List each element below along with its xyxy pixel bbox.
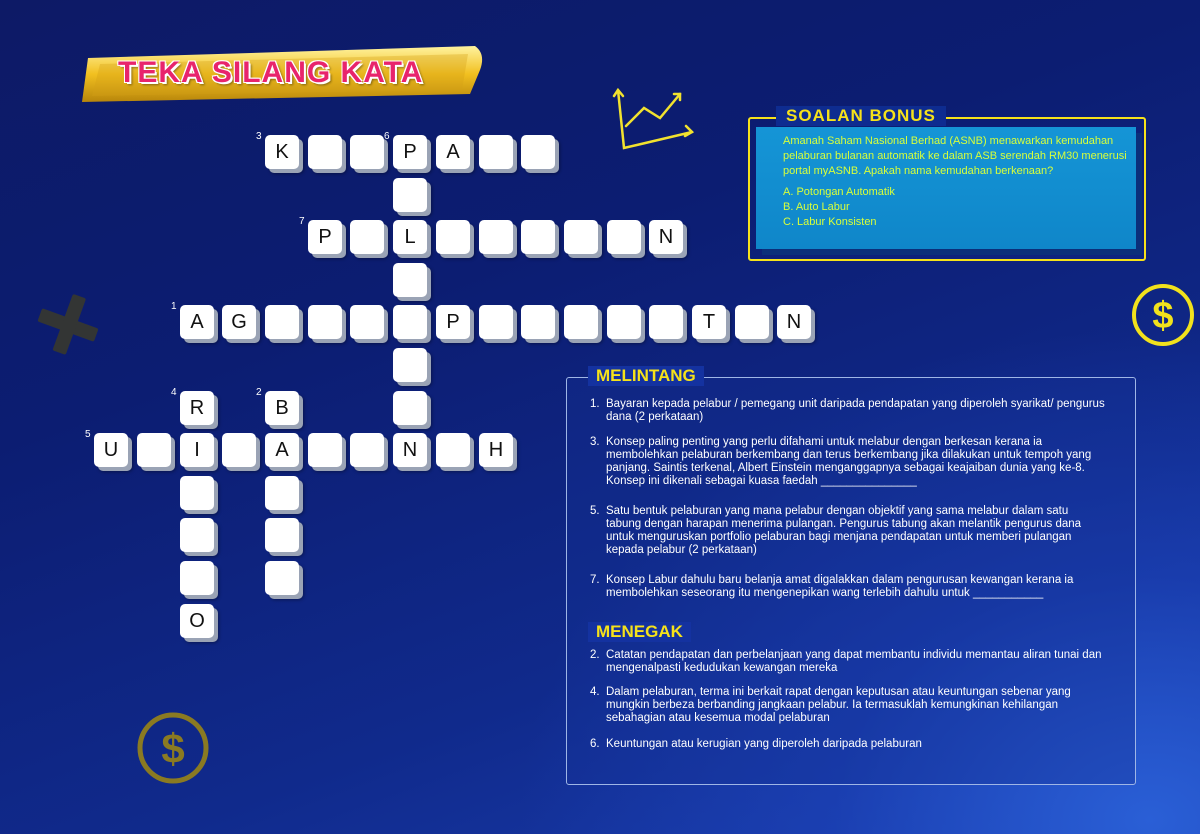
clue-number: 1.	[590, 398, 600, 410]
crossword-cell[interactable]	[393, 433, 427, 467]
clue-number-label: 7	[299, 216, 305, 227]
crossword-cell[interactable]	[393, 220, 427, 254]
crossword-cell[interactable]	[350, 433, 384, 467]
crossword-cell[interactable]	[564, 305, 598, 339]
cell-letter: A	[275, 439, 289, 461]
crossword-cell[interactable]	[777, 305, 811, 339]
clue-number: 6.	[590, 738, 600, 750]
crossword-cell[interactable]	[384, 131, 427, 169]
crossword-cell[interactable]	[393, 305, 427, 339]
crossword-cell[interactable]	[479, 433, 513, 467]
crossword-cell[interactable]	[171, 301, 214, 339]
crossword-cell[interactable]	[436, 433, 470, 467]
clue-across-7	[590, 574, 1110, 600]
clue-text: Dalam pelaburan, terma ini berkait rapat dengan keputusan atau keuntungan sebenar yang mungkin berbeza berbanding jangkaan pelabur. Ia termasuklah kemungkinan kehilangan sebahagian atau kesemua modal pelaburan	[606, 686, 1071, 724]
clue-number: 3.	[590, 436, 600, 448]
bonus-title: SOALAN BONUS	[776, 106, 946, 126]
crossword-cell[interactable]	[180, 518, 214, 552]
cell-letter: N	[402, 439, 418, 461]
clue-down-2	[590, 649, 1110, 675]
crossword-cell[interactable]	[256, 387, 299, 425]
cell-letter: T	[702, 311, 716, 333]
clue-text: Konsep Labur dahulu baru belanja amat digalakkan dalam pengurusan kewangan kerana ia membolehkan seseorang itu mengenepikan wang terlebih dahulu untuk ___________	[606, 574, 1074, 599]
clue-number: 4.	[590, 686, 600, 698]
crossword-cell[interactable]	[265, 476, 299, 510]
crossword-cell[interactable]	[265, 518, 299, 552]
crossword-cell[interactable]	[393, 178, 427, 212]
crossword-cell[interactable]	[521, 220, 555, 254]
crossword-cell[interactable]	[308, 433, 342, 467]
crossword-cell[interactable]	[607, 305, 641, 339]
clue-number-label: 5	[85, 429, 91, 440]
bonus-option-b: B. Auto Labur	[783, 201, 850, 213]
cell-letter: A	[446, 141, 460, 163]
crossword-cell[interactable]	[393, 348, 427, 382]
crossword-cell[interactable]	[393, 263, 427, 297]
cell-letter: L	[404, 226, 416, 248]
crossword-cell[interactable]	[222, 305, 256, 339]
clue-number: 7.	[590, 574, 600, 586]
crossword-cell[interactable]	[85, 429, 128, 467]
crossword-cell[interactable]	[350, 135, 384, 169]
page-title: TEKA SILANG KATA	[118, 56, 424, 89]
bonus-option-c: C. Labur Konsisten	[783, 216, 877, 228]
crossword-cell[interactable]	[222, 433, 256, 467]
clue-number: 2.	[590, 649, 600, 661]
crossword-cell[interactable]	[180, 433, 214, 467]
crossword-cell[interactable]	[521, 305, 555, 339]
crossword-cell[interactable]	[350, 305, 384, 339]
cell-letter: P	[446, 311, 460, 333]
cell-letter: N	[658, 226, 674, 248]
bonus-option-a: A. Potongan Automatik	[783, 186, 895, 198]
crossword-cell[interactable]	[521, 135, 555, 169]
clue-across-3	[590, 436, 1110, 488]
crossword-cell[interactable]	[436, 220, 470, 254]
menegak-title: MENEGAK	[588, 622, 691, 642]
clue-text: Satu bentuk pelaburan yang mana pelabur dengan objektif yang sama melabur dalam satu tabung dengan harapan menerima pulangan. Pengurus tabung akan melantik pengurus dana untuk menguruskan portfolio pelaburan bagi menjana pendapatan untuk memberi pulangan kepada pelabur (2 perkataan)	[606, 505, 1082, 556]
crossword-cell[interactable]	[137, 433, 171, 467]
clue-text: Bayaran kepada pelabur / pemegang unit daripada pendapatan yang diperoleh syarikat/ pengurus dana (2 perkataan)	[606, 398, 1105, 423]
crossword-cell[interactable]	[649, 305, 683, 339]
clue-number-label: 6	[384, 131, 390, 142]
svg-text:$: $	[1152, 295, 1174, 337]
cell-letter: G	[231, 311, 247, 333]
crossword-cell[interactable]	[692, 305, 726, 339]
bonus-question: Amanah Saham Nasional Berhad (ASNB) menawarkan kemudahan pelaburan bulanan automatik ke dalam ASB serendah RM30 menerusi portal myASNB. Apakah nama kemudahan berkenaan?	[783, 135, 1127, 177]
crossword-cell[interactable]	[265, 561, 299, 595]
crossword-cell[interactable]	[299, 216, 342, 254]
crossword-cell[interactable]	[180, 604, 214, 638]
clue-number-label: 4	[171, 387, 177, 398]
clue-text: Keuntungan atau kerugian yang diperoleh daripada pelaburan	[606, 738, 922, 750]
crossword-cell[interactable]	[564, 220, 598, 254]
cell-letter: B	[275, 397, 289, 419]
crossword-cell[interactable]	[180, 561, 214, 595]
crossword-cell[interactable]	[171, 387, 214, 425]
cell-letter: R	[189, 397, 205, 419]
cell-letter: N	[786, 311, 802, 333]
clue-text: Konsep paling penting yang perlu difahami untuk melabur dengan berkesan kerana ia membolehkan pelaburan berkembang dan terus berkembang jika dilakukan untuk tempoh yang panjang. Saintis terkenal, Albert Einstein menganggapnya sebagai keajaiban dunia yang ke-8. Konsep ini dikenali sebagai kuasa faedah _______________	[606, 436, 1092, 487]
cell-letter: H	[488, 439, 504, 461]
clue-number-label: 3	[256, 131, 262, 142]
crossword-cell[interactable]	[256, 131, 299, 169]
cell-letter: P	[403, 141, 417, 163]
cell-letter: U	[103, 439, 119, 461]
crossword-cell[interactable]	[350, 220, 384, 254]
crossword-cell[interactable]	[265, 305, 299, 339]
crossword-cell[interactable]	[649, 220, 683, 254]
cell-letter: A	[190, 311, 204, 333]
crossword-cell[interactable]	[308, 135, 342, 169]
crossword-cell[interactable]	[479, 305, 513, 339]
melintang-title: MELINTANG	[588, 366, 704, 386]
svg-text:$: $	[161, 725, 185, 772]
crossword-cell[interactable]	[479, 220, 513, 254]
clue-number-label: 1	[171, 301, 177, 312]
cell-letter: P	[318, 226, 332, 248]
clue-down-6	[590, 738, 1110, 751]
clue-across-5	[590, 505, 1110, 557]
clue-text: Catatan pendapatan dan perbelanjaan yang dapat membantu individu memantau aliran tunai dan mengenalpasti kedudukan kewangan mereka	[606, 649, 1102, 674]
cell-letter: O	[189, 610, 205, 632]
crossword-cell[interactable]	[308, 305, 342, 339]
cell-letter: I	[194, 439, 200, 461]
cell-letter: K	[275, 141, 289, 163]
crossword-cell[interactable]	[735, 305, 769, 339]
crossword-cell[interactable]	[393, 391, 427, 425]
crossword-cell[interactable]	[436, 305, 470, 339]
clue-number: 5.	[590, 505, 600, 517]
clue-down-4	[590, 686, 1110, 725]
clue-number-label: 2	[256, 387, 262, 398]
crossword-cell[interactable]	[436, 135, 470, 169]
crossword-cell[interactable]	[479, 135, 513, 169]
crossword-cell[interactable]	[180, 476, 214, 510]
clue-across-1	[590, 398, 1110, 424]
crossword-cell[interactable]	[265, 433, 299, 467]
crossword-cell[interactable]	[607, 220, 641, 254]
